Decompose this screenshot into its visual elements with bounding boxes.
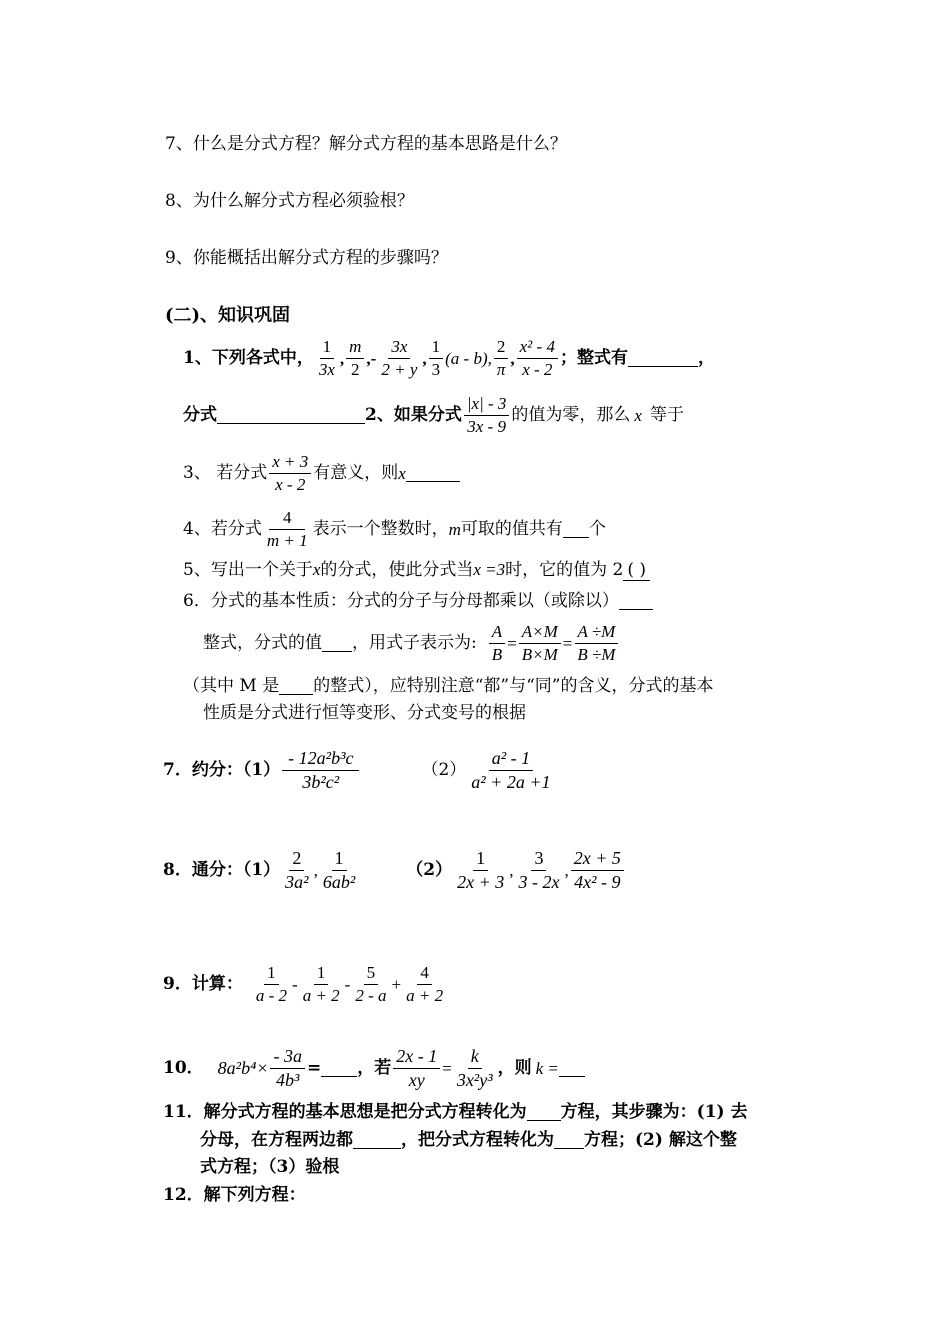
problem-12: 12．解下列方程： — [163, 1185, 306, 1205]
p1-fraction-6: $\frac{\text{x² - 4}}{x - 2}$ — [517, 336, 558, 380]
p10-fraction-3: $\frac{k}{\text{3x²y³}}$ — [456, 1045, 493, 1090]
p9-fraction-3: $\frac{5}{2 - a}$ — [355, 962, 387, 1005]
p1-fraction-5: $\frac{2}{\pi}$ — [494, 336, 509, 380]
p8-fraction-3: $\frac{1}{2x + 3}$ — [457, 847, 505, 892]
p2-lead: 2、如果分式 — [365, 404, 462, 425]
p1-fraction-label: 分式 — [183, 404, 217, 425]
p3-blank[interactable] — [406, 464, 460, 482]
p4-blank[interactable] — [563, 520, 589, 538]
p1-fraction-2: $\frac{m}{2}$ — [346, 336, 364, 380]
p10-fraction-2: $\frac{2x - 1}{xy}$ — [393, 1045, 440, 1091]
p4-fraction: $\frac{4}{m + 1}$ — [266, 507, 308, 550]
problem-3: 3、 若分式 $\frac{x + 3}{x - 2}$ 有意义，则 x — [183, 450, 460, 496]
p6-fraction-a: $\frac{A}{B}$ — [489, 621, 505, 665]
p8-fraction-2: $\frac{1}{\text{6ab²}}$ — [322, 847, 356, 892]
section-title: (二)、知识巩固 — [165, 305, 291, 326]
problem-11-line-3: 式方程；（3）验根 — [200, 1157, 340, 1177]
p7-fraction-1: $\frac{\text{- 12a²b³c}}{\text{3b²c²}}$ — [282, 747, 359, 793]
problem-5: 5、写出一个关于x的分式，使此分式当x =3时，它的值为 2 ( ) — [183, 561, 650, 579]
problem-10: 10． 8a²b⁴× $\frac{- 3a}{\text{4b³}}$ = ，若 $\frac{2x - 1}{xy}$ = $\frac{k}{\text{3x²y³}}$ ，则 k = — [163, 1040, 585, 1096]
question-9: 9、你能概括出解分式方程的步骤吗？ — [165, 248, 448, 268]
p6-fraction-b: $\frac{A\times M}{B\times M}$ — [519, 621, 561, 665]
problem-8: 8．通分：（1） $\frac{2}{\text{3a²}}$ , $\frac{1}{\text{6ab²}}$ （2） $\frac{1}{2x + 3}$ , $\frac{3}{3 - 2x}$ , $\frac{2x + 5}{\text{4x² - 9}}$ — [163, 842, 626, 898]
p1-lead: 1、下列各式中， — [183, 347, 314, 368]
problem-11-line-1: 11．解分式方程的基本思想是把分式方程转化为 方程，其步骤为：(1) 去 — [163, 1102, 748, 1122]
p9-fraction-1: $\frac{1}{a - 2}$ — [255, 962, 288, 1005]
p11-blank-3[interactable] — [554, 1131, 584, 1149]
p9-fraction-4: $\frac{4}{a + 2}$ — [406, 962, 444, 1005]
problem-2-line: 分式 2、如果分式 $\frac{|x| - 3}{3x - 9}$ 的值为零，那么 x 等于 — [183, 393, 684, 436]
problem-6-line-2: 整式，分式的值 ，用式子表示为: $\frac{A}{B}$ = $\frac{A\times M}{B\times M}$ = $\frac{A \div M}{B \div M}$ — [203, 620, 620, 666]
p1-fraction-1: $\frac{1}{3x}$ — [318, 336, 335, 379]
p9-fraction-2: $\frac{1}{a + 2}$ — [302, 962, 340, 1005]
p1-integer-blank[interactable] — [628, 349, 698, 367]
problem-11-line-2: 分母，在方程两边都 ，把分式方程转化为 方程；(2) 解这个整 — [200, 1130, 737, 1150]
question-8: 8、为什么解分式方程必须验根？ — [165, 191, 414, 211]
p5-answer-blank[interactable]: ( ) — [623, 560, 650, 581]
p3-fraction: $\frac{x + 3}{x - 2}$ — [269, 451, 311, 495]
question-7: 7、什么是分式方程？解分式方程的基本思路是什么？ — [165, 134, 567, 154]
problem-9: 9．计算： $\frac{1}{a - 2}$ - $\frac{1}{a + 2}$ - $\frac{5}{2 - a}$ + $\frac{4}{a + 2}$ — [163, 956, 448, 1012]
p10-blank-2[interactable] — [559, 1059, 585, 1077]
problem-6-line-1: 6．分式的基本性质：分式的分子与分母都乘以（或除以） — [183, 592, 653, 610]
p11-blank-1[interactable] — [527, 1103, 561, 1121]
p6-fraction-c: $\frac{A \div M}{B \div M}$ — [574, 621, 618, 665]
p1-fraction-blank[interactable] — [217, 406, 365, 424]
p8-fraction-4: $\frac{3}{3 - 2x}$ — [518, 847, 560, 892]
p6-blank-2[interactable] — [322, 634, 352, 652]
p1-integer-label: ；整式有 — [559, 347, 628, 368]
p11-blank-2[interactable] — [353, 1131, 401, 1149]
p10-fraction-1: $\frac{- 3a}{\text{4b³}}$ — [270, 1045, 305, 1091]
p1-fraction-4: $\frac{1}{3}$ — [429, 336, 444, 380]
p10-blank-1[interactable] — [321, 1059, 357, 1077]
problem-6-line-3: （其中 M 是 的整式），应特别注意“都”与“同”的含义，分式的基本 — [183, 676, 714, 696]
p2-fraction: $\frac{|x| - 3}{3x - 9}$ — [464, 393, 510, 437]
problem-7: 7．约分：（1） $\frac{\text{- 12a²b³c}}{\text{3b²c²}}$ （2） $\frac{\text{a² - 1}}{\text{a² + 2a +1}}$ — [163, 742, 555, 798]
p7-fraction-2: $\frac{\text{a² - 1}}{\text{a² + 2a +1}}$ — [471, 747, 551, 792]
problem-6-line-4: 性质是分式进行恒等变形、分式变号的根据 — [203, 703, 526, 723]
p6-blank-1[interactable] — [619, 592, 653, 610]
problem-1: 1、下列各式中， $\frac{1}{3x}$ , $\frac{m}{2}$ ,- $\frac{3x}{2 + y}$ , $\frac{1}{3}$ (a - b), $\frac{2}{\pi}$ , $\frac{\text{x² - 4}}{x - 2}$ ；整式有 ， — [183, 336, 715, 379]
p8-fraction-1: $\frac{2}{\text{3a²}}$ — [285, 847, 309, 892]
problem-4: 4、若分式 $\frac{4}{m + 1}$ 表示一个整数时， m 可取的值共有 个 — [183, 507, 606, 550]
p6-blank-3[interactable] — [279, 677, 313, 695]
p1-fraction-3: $\frac{3x}{2 + y}$ — [381, 336, 418, 379]
p8-fraction-5: $\frac{2x + 5}{\text{4x² - 9}}$ — [571, 847, 624, 893]
